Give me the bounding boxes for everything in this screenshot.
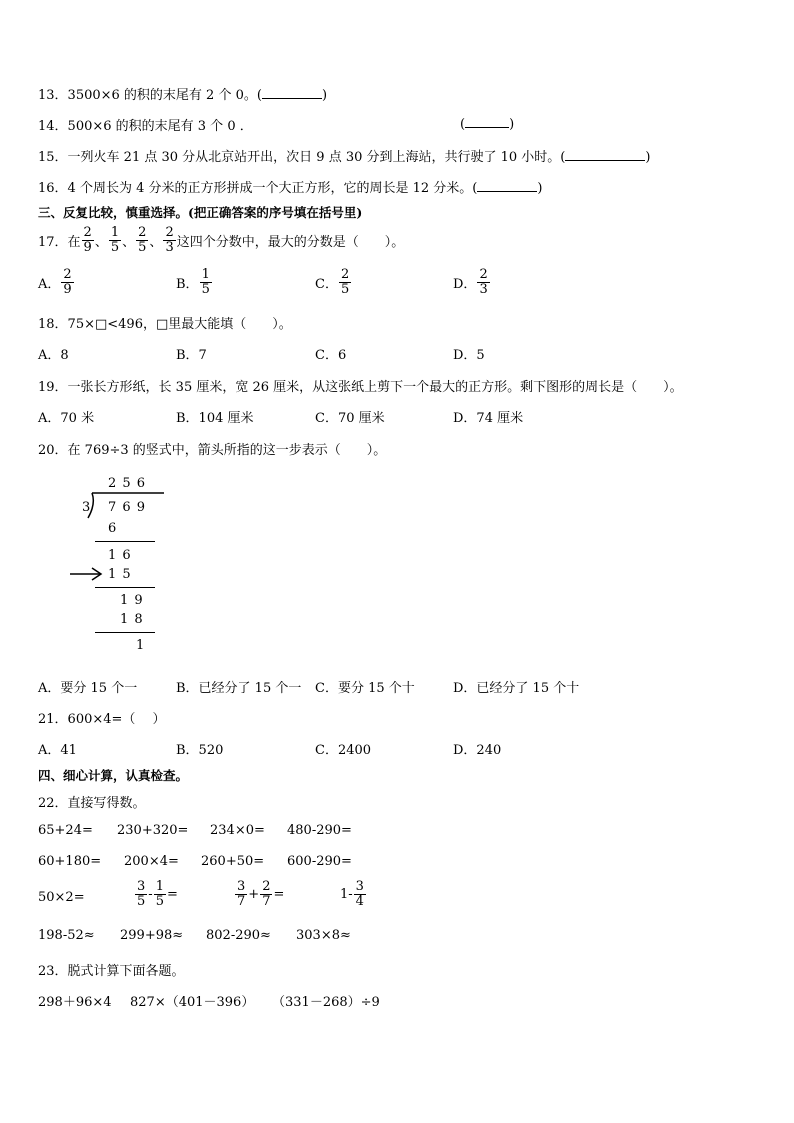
division-line-3: [95, 632, 155, 633]
q21-option-c[interactable]: C．2400: [315, 743, 372, 758]
question-22: 22．直接写得数。: [38, 796, 146, 811]
calc-item: 198-52≈: [38, 928, 95, 943]
q14-answer-blank[interactable]: [465, 115, 509, 128]
division-step-2: 1 6: [108, 548, 132, 563]
question-13: 13．3500×6 的积的末尾有 2 个 0。( ): [38, 88, 328, 103]
q17-fraction-4: 2 3: [165, 225, 174, 255]
calc-item: 234×0=: [210, 823, 265, 838]
expression-item: （331－268）÷9: [272, 995, 380, 1010]
division-dividend: 7 6 9: [108, 500, 147, 515]
calc-item: 600-290=: [287, 854, 352, 869]
calc-item: 260+50=: [201, 854, 265, 869]
q17-option-c[interactable]: C． 2 5: [315, 267, 350, 297]
division-step-5: 1 8: [120, 612, 144, 627]
q17-fraction-3: 2 5: [138, 225, 147, 255]
q18-option-b[interactable]: B．7: [176, 348, 207, 363]
question-23: 23．脱式计算下面各题。: [38, 964, 185, 979]
q21-option-a[interactable]: A．41: [38, 743, 77, 758]
calc-fraction-item: 1- 3 4: [340, 879, 364, 909]
q14-text: 14．500×6 的积的末尾有 3 个 0 ．: [38, 119, 253, 134]
question-19: 19．一张长方形纸，长 35 厘米，宽 26 厘米，从这张纸上剪下一个最大的正方形。剩下图形的周长是（ ）。: [38, 380, 683, 395]
question-18: 18．75×□<496，□里最大能填（ ）。: [38, 317, 292, 332]
question-21: 21．600×4=（ ）: [38, 712, 166, 727]
calc-item: 802-290≈: [206, 928, 271, 943]
calc-fraction-item: 3 7 + $\frac{2}{7}$ =: [237, 879, 285, 909]
q19-option-a[interactable]: A．70 米: [38, 411, 95, 426]
q16-text: 16．4 个周长为 4 分米的正方形拼成一个大正方形，它的周长是 12 分米。(: [38, 181, 478, 196]
division-quotient: 2 5 6: [108, 476, 147, 491]
calc-item: 230+320=: [117, 823, 189, 838]
calc-item: 480-290=: [287, 823, 352, 838]
q19-option-b[interactable]: B．104 厘米: [176, 411, 254, 426]
q20-option-c[interactable]: C．要分 15 个十: [315, 681, 415, 696]
section-4-heading: 四、细心计算，认真检查。: [38, 768, 189, 783]
arrow-icon: [68, 566, 104, 582]
q19-option-d[interactable]: D．74 厘米: [453, 411, 524, 426]
calc-item: 299+98≈: [120, 928, 184, 943]
q20-option-a[interactable]: A．要分 15 个一: [38, 681, 138, 696]
q17-option-a[interactable]: A． 2 9: [38, 267, 72, 297]
q18-option-a[interactable]: A．8: [38, 348, 69, 363]
calc-item: 60+180=: [38, 854, 102, 869]
question-16: 16．4 个周长为 4 分米的正方形拼成一个大正方形，它的周长是 12 分米。( ): [38, 181, 543, 196]
expression-item: 298＋96×4: [38, 995, 112, 1010]
calc-item: 303×8≈: [296, 928, 351, 943]
q17-option-b[interactable]: B． 1 5: [176, 267, 210, 297]
q17-fraction-2: 1 5: [110, 225, 120, 255]
q18-option-d[interactable]: D．5: [453, 348, 485, 363]
question-17: 17．在 2 9 、 1 5 、 2 5 、 2 3 这四个分数中，最大的分数是（ ）。: [38, 225, 405, 255]
division-line-2: [95, 587, 155, 588]
q21-option-b[interactable]: B．520: [176, 743, 224, 758]
q21-option-d[interactable]: D．240: [453, 743, 502, 758]
q18-option-c[interactable]: C．6: [315, 348, 347, 363]
calc-item: 65+24=: [38, 823, 93, 838]
q13-answer-blank[interactable]: [262, 86, 322, 99]
q16-answer-blank[interactable]: [477, 179, 537, 192]
expression-item: 827×（401－396）: [130, 995, 255, 1010]
q17-option-d[interactable]: D． 2 3: [453, 267, 488, 297]
q20-option-b[interactable]: B．已经分了 15 个一: [176, 681, 302, 696]
section-3-heading: 三、反复比较，慎重选择。(把正确答案的序号填在括号里): [38, 205, 363, 220]
division-step-3: 1 5: [108, 567, 132, 582]
division-step-4: 1 9: [120, 593, 144, 608]
question-15: 15．一列火车 21 点 30 分从北京站开出，次日 9 点 30 分到上海站，共行驶了 10 小时。( ): [38, 150, 651, 165]
question-20: 20．在 769÷3 的竖式中，箭头所指的这一步表示（ ）。: [38, 443, 387, 458]
calc-item: 200×4=: [124, 854, 179, 869]
division-step-1: 6: [108, 521, 117, 536]
division-divisor: 3: [82, 500, 91, 515]
division-remainder: 1: [136, 638, 145, 653]
question-14: [38, 115, 253, 134]
q13-text: 13．3500×6 的积的末尾有 2 个 0。(: [38, 88, 262, 103]
q20-option-d[interactable]: D．已经分了 15 个十: [453, 681, 580, 696]
q14-answer: ( ): [460, 117, 515, 132]
calc-fraction-item: 3 5 - $\frac{1}{5}$ =: [137, 879, 178, 909]
q19-option-c[interactable]: C．70 厘米: [315, 411, 385, 426]
q15-answer-blank[interactable]: [565, 148, 645, 161]
calc-item: 50×2=: [38, 890, 85, 905]
q17-fraction-1: 2 9: [83, 225, 92, 255]
division-line-1: [95, 541, 155, 542]
q15-text: 15．一列火车 21 点 30 分从北京站开出，次日 9 点 30 分到上海站，共行驶了 10 小时。(: [38, 150, 566, 165]
